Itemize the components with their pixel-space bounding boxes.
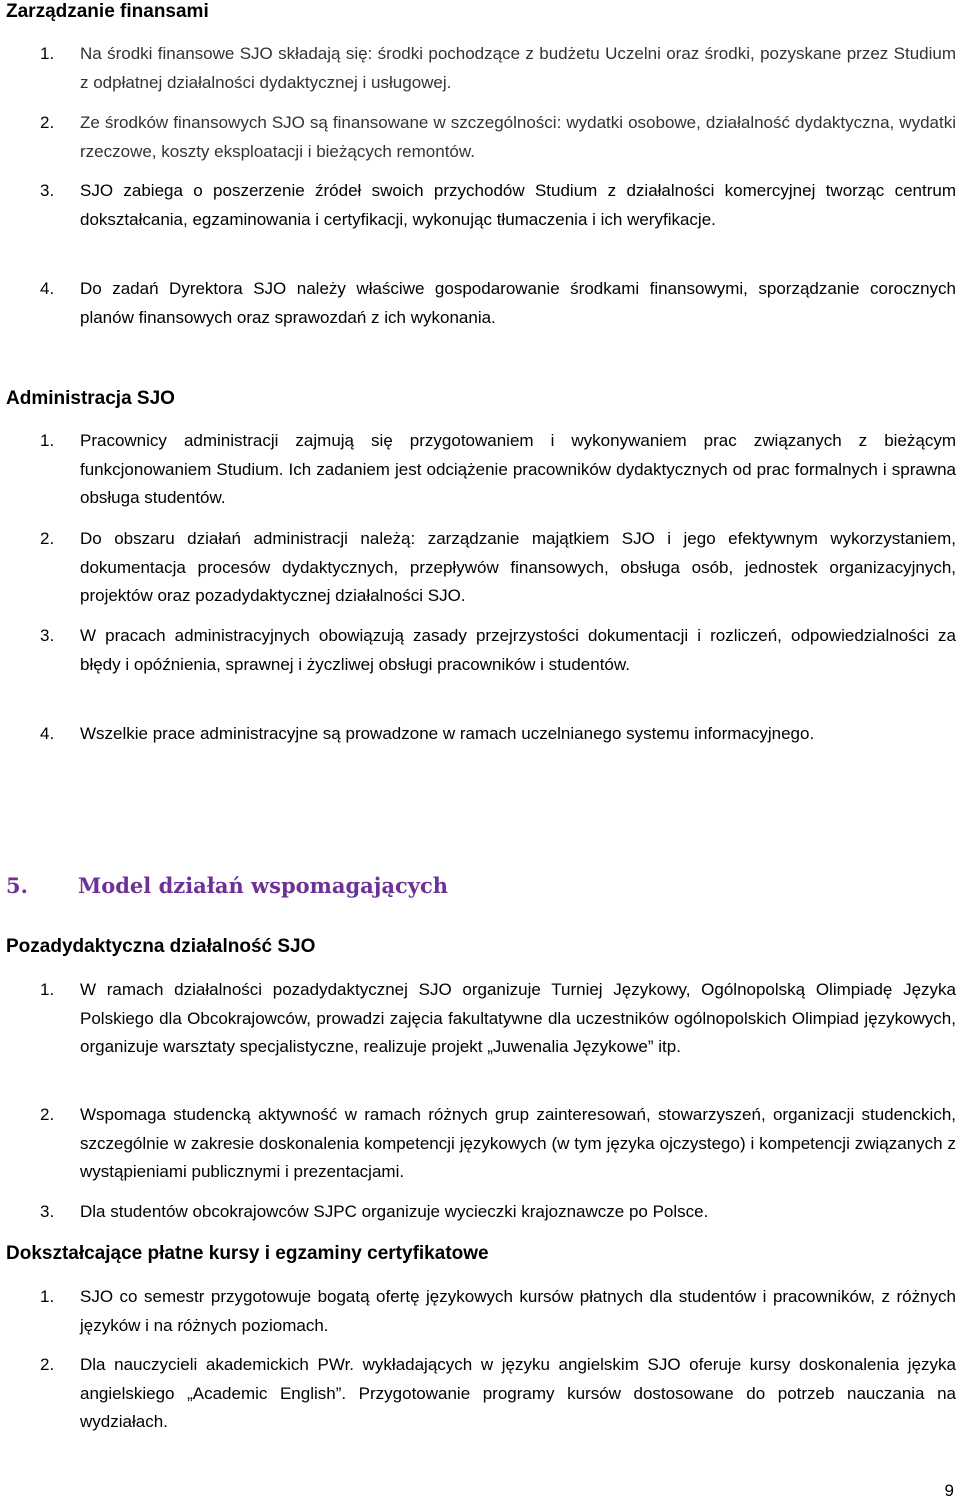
section-heading-courses: Dokształcające płatne kursy i egzaminy certyfikatowe bbox=[6, 1243, 489, 1264]
chapter-title: Model działań wspomagających bbox=[78, 873, 449, 898]
list-item-number: 3. bbox=[40, 181, 55, 200]
list-item-text: SJO zabiega o poszerzenie źródeł swoich przychodów Studium z działalności komercyjnej tworząc centrum dokształcania, egzaminowania i certyfikacji, wykonując tłumaczenia i ich weryfikacje. bbox=[80, 181, 956, 229]
list-item-number: 3. bbox=[40, 1202, 55, 1221]
list-item-number: 4. bbox=[40, 724, 55, 743]
section-heading-extracurricular: Pozadydaktyczna działalność SJO bbox=[6, 936, 316, 957]
section-heading-finance: Zarządzanie finansami bbox=[6, 1, 209, 22]
list-item-number: 1. bbox=[40, 1287, 55, 1306]
list-item-text: Do obszaru działań administracji należą: zarządzanie majątkiem SJO i jego efektywnym wykorzystaniem, dokumentacja procesów dydaktycznych, przepływów finansowych, obsługa osób, jednostek organizacyjnych, projektów oraz pozadydaktycznej działalności SJO. bbox=[80, 529, 956, 605]
chapter-heading bbox=[6, 872, 448, 900]
list-item-number: 2. bbox=[40, 113, 55, 132]
list-item-text: Pracownicy administracji zajmują się przygotowaniem i wykonywaniem prac związanych z bieżącym funkcjonowaniem Studium. Ich zadaniem jest odciążenie pracowników dydaktycznych od prac formalnych i sprawna obsługa studentów. bbox=[80, 431, 956, 507]
list-item-number: 1. bbox=[40, 431, 55, 450]
list-item-text: Dla studentów obcokrajowców SJPC organizuje wycieczki krajoznawcze po Polsce. bbox=[80, 1202, 709, 1221]
list-item-number: 2. bbox=[40, 1355, 55, 1374]
list-item-number: 2. bbox=[40, 1105, 55, 1124]
list-item-text: Wszelkie prace administracyjne są prowadzone w ramach uczelnianego systemu informacyjnego. bbox=[80, 724, 815, 743]
list-item-text: Ze środków finansowych SJO są finansowane w szczególności: wydatki osobowe, działalność dydaktyczna, wydatki rzeczowe, koszty eksploatacji i bieżących remontów. bbox=[80, 113, 956, 161]
list-item-text: Na środki finansowe SJO składają się: środki pochodzące z budżetu Uczelni oraz środki, pozyskane przez Studium z odpłatnej działalności dydaktycznej i usługowej. bbox=[80, 44, 956, 92]
list-item-text: SJO co semestr przygotowuje bogatą ofertę językowych kursów płatnych dla studentów i pracowników, z różnych języków i na różnych poziomach. bbox=[80, 1287, 956, 1335]
list-item-text: Do zadań Dyrektora SJO należy właściwe gospodarowanie środkami finansowymi, sporządzanie corocznych planów finansowych oraz sprawozdań z ich wykonania. bbox=[80, 279, 956, 327]
list-item-number: 4. bbox=[40, 279, 55, 298]
chapter-number: 5. bbox=[6, 873, 28, 898]
list-item-text: W ramach działalności pozadydaktycznej SJO organizuje Turniej Językowy, Ogólnopolską Olimpiadę Języka Polskiego dla Obcokrajowców, prowadzi zajęcia fakultatywne dla uczestników ogólnopolskich Olimpiad językowych, organizuje warsztaty specjalistyczne, realizuje projekt „Juwenalia Językowe” itp. bbox=[80, 980, 956, 1056]
section-heading-administration: Administracja SJO bbox=[6, 388, 175, 409]
list-item-number: 2. bbox=[40, 529, 55, 548]
page-number: 9 bbox=[944, 1481, 954, 1500]
list-item-text: Dla nauczycieli akademickich PWr. wykładających w języku angielskim SJO oferuje kursy doskonalenia języka angielskiego „Academic English”. Przygotowanie programy kursów dostosowane do potrzeb nauczania na wydziałach. bbox=[80, 1355, 956, 1431]
list-item-number: 3. bbox=[40, 626, 55, 645]
list-item-text: W pracach administracyjnych obowiązują zasady przejrzystości dokumentacji i rozliczeń, odpowiedzialności za błędy i opóźnienia, sprawnej i życzliwej obsługi pracowników i studentów. bbox=[80, 626, 956, 674]
list-item-text: Wspomaga studencką aktywność w ramach różnych grup zainteresowań, stowarzyszeń, organizacji studenckich, szczególnie w zakresie doskonalenia kompetencji językowych (w tym języka ojczystego) i kompetencji związanych z wystąpieniami publicznymi i prezentacjami. bbox=[80, 1105, 956, 1181]
list-item-number: 1. bbox=[40, 44, 55, 63]
list-item-number: 1. bbox=[40, 980, 55, 999]
